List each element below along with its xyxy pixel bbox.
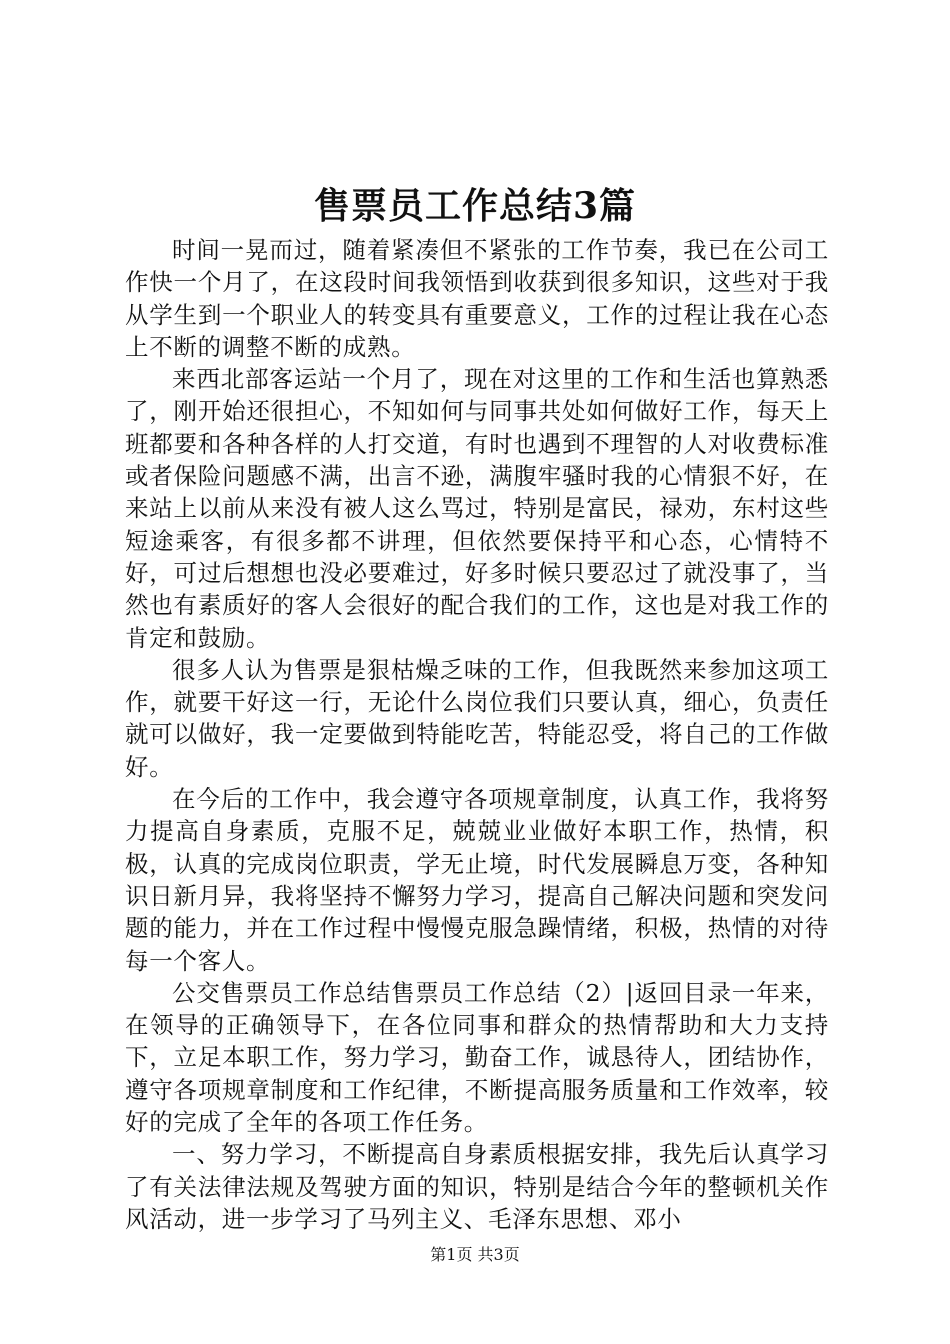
document-title: 售票员工作总结3篇	[313, 185, 637, 228]
paragraph: 来西北部客运站一个月了，现在对这里的工作和生活也算熟悉了，刚开始还很担心，不知如何与同事共处如何做好工作，每天上班都要和各种各样的人打交道，有时也遇到不理智的人对收费标准或者保险问题感不满，出言不逊，满腹牢骚时我的心情狠不好，在来站上以前从来没有被人这么骂过，特别是富民，禄劝，东村这些短途乘客，有很多都不讲理，但依然要保持平和心态，心情特不好，可过后想想也没必要难过，好多时候只要忍过了就没事了，当然也有素质好的客人会很好的配合我们的工作，这也是对我工作的肯定和鼓励。	[125, 365, 829, 652]
document-body	[125, 234, 829, 1235]
page-footer	[0, 1244, 950, 1266]
paragraph: 时间一晃而过，随着紧凑但不紧张的工作节奏，我已在公司工作快一个月了，在这段时间我领悟到收获到很多知识，这些对于我从学生到一个职业人的转变具有重要意义，工作的过程让我在心态上不断的调整不断的成熟。	[125, 236, 829, 361]
paragraph: 一、努力学习，不断提高自身素质根据安排，我先后认真学习了有关法律法规及驾驶方面的知识，特别是结合今年的整顿机关作风活动，进一步学习了马列主义、毛泽东思想、邓小	[125, 1140, 829, 1233]
paragraph: 很多人认为售票是狠枯燥乏味的工作，但我既然来参加这项工作，就要干好这一行，无论什么岗位我们只要认真，细心，负责任就可以做好，我一定要做到特能吃苦，特能忍受，将自己的工作做好。	[125, 655, 829, 781]
paragraph: 在今后的工作中，我会遵守各项规章制度，认真工作，我将努力提高自身素质，克服不足，兢兢业业做好本职工作，热情，积极，认真的完成岗位职责，学无止境，时代发展瞬息万变，各种知识日新月异，我将坚持不懈努力学习，提高自己解决问题和突发问题的能力，并在工作过程中慢慢克服急躁情绪，积极，热情的对待每一个客人。	[125, 785, 829, 975]
page-number: 第1页 共3页	[430, 1245, 520, 1264]
paragraph: 公交售票员工作总结售票员工作总结（2）|返回目录一年来，在领导的正确领导下，在各位同事和群众的热情帮助和大力支持下，立足本职工作，努力学习，勤奋工作，诚恳待人，团结协作，遵守各项规章制度和工作纪律，不断提高服务质量和工作效率，较好的完成了全年的各项工作任务。	[125, 978, 829, 1137]
